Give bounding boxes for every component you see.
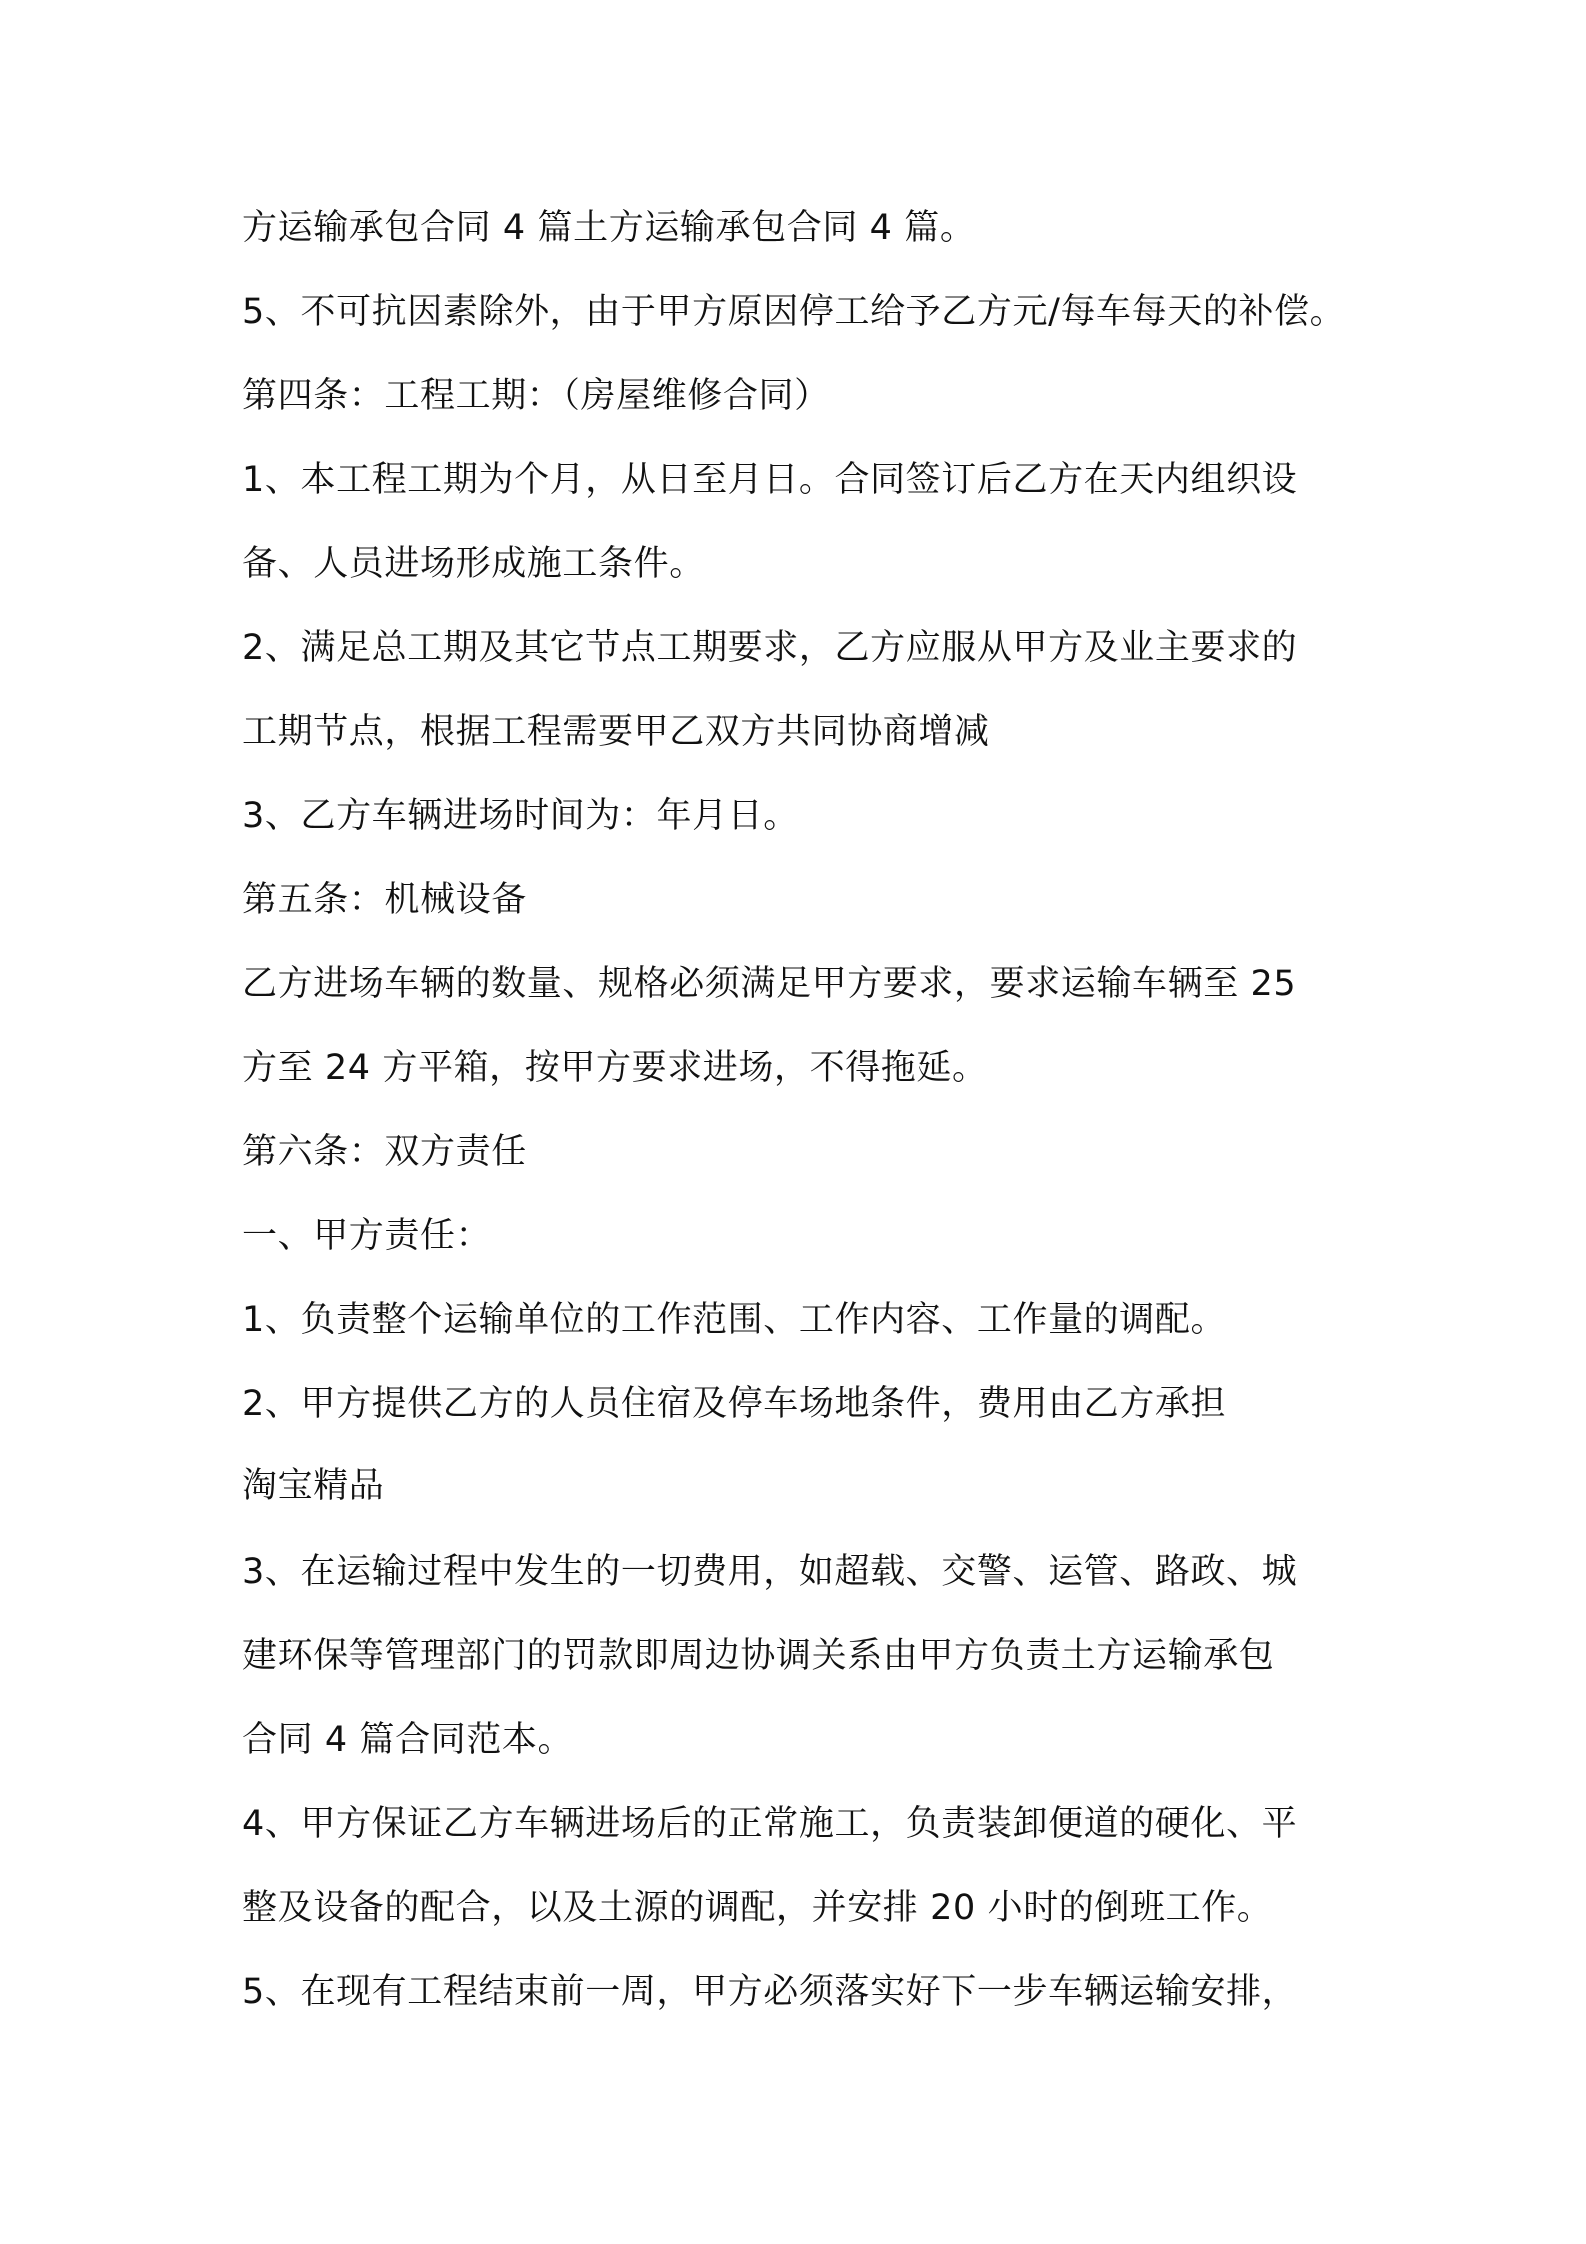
text-line: 2、满足总工期及其它节点工期要求，乙方应服从甲方及业主要求的	[242, 628, 1298, 668]
text-line: 3、在运输过程中发生的一切费用，如超载、交警、运管、路政、城	[242, 1552, 1298, 1592]
text-line: 方至 24 方平箱，按甲方要求进场，不得拖延。	[242, 1048, 988, 1088]
text-line: 1、本工程工期为个月，从日至月日。合同签订后乙方在天内组织设	[242, 460, 1298, 500]
subsection-heading: 一、甲方责任：	[242, 1216, 492, 1256]
text-line: 1、负责整个运输单位的工作范围、工作内容、工作量的调配。	[242, 1300, 1227, 1340]
text-line: 建环保等管理部门的罚款即周边协调关系由甲方负责土方运输承包	[242, 1636, 1275, 1676]
text-line: 方运输承包合同 4 篇土方运输承包合同 4 篇。	[242, 208, 976, 248]
text-line: 工期节点，根据工程需要甲乙双方共同协商增减	[242, 712, 990, 752]
text-line: 5、在现有工程结束前一周，甲方必须落实好下一步车辆运输安排，	[242, 1972, 1298, 2012]
text-line: 淘宝精品	[242, 1466, 385, 1506]
text-line: 备、人员进场形成施工条件。	[242, 544, 705, 584]
section-heading: 第六条：双方责任	[242, 1132, 527, 1172]
section-heading: 第五条：机械设备	[242, 880, 527, 920]
text-line: 合同 4 篇合同范本。	[242, 1720, 574, 1760]
text-line: 乙方进场车辆的数量、规格必须满足甲方要求，要求运输车辆至 25	[242, 964, 1297, 1004]
section-heading: 第四条：工程工期：（房屋维修合同）	[242, 376, 830, 416]
text-line: 2、甲方提供乙方的人员住宿及停车场地条件，费用由乙方承担	[242, 1384, 1227, 1424]
text-line: 3、乙方车辆进场时间为：年月日。	[242, 796, 799, 836]
text-line: 5、不可抗因素除外，由于甲方原因停工给予乙方元/每车每天的补偿。	[242, 292, 1346, 332]
text-line: 4、甲方保证乙方车辆进场后的正常施工，负责装卸便道的硬化、平	[242, 1804, 1298, 1844]
text-line: 整及设备的配合，以及土源的调配，并安排 20 小时的倒班工作。	[242, 1888, 1273, 1928]
